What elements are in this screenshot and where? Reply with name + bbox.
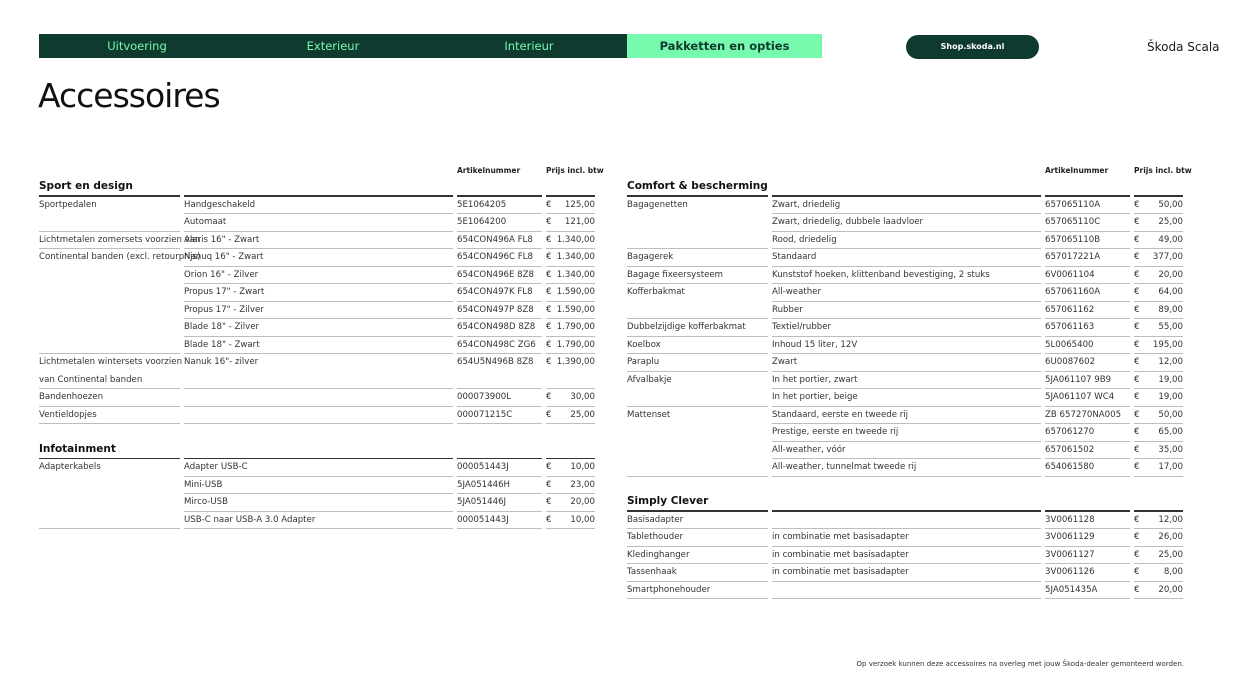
tab-uitvoering[interactable]: Uitvoering	[107, 39, 167, 53]
price	[546, 372, 595, 390]
item-name	[39, 494, 180, 512]
table-row	[627, 424, 1183, 442]
table-row	[39, 494, 595, 512]
table-row	[627, 459, 1183, 477]
price-amount: 8,00	[1163, 567, 1183, 577]
price	[546, 354, 595, 372]
article-number: 5JA051435A	[1045, 582, 1130, 600]
price	[1134, 564, 1183, 582]
item-variant: Kunststof hoeken, klittenband bevestiging, 2 stuks	[772, 267, 1041, 285]
section-nav	[39, 34, 822, 58]
price-amount: 25,00	[1158, 217, 1183, 227]
item-name	[627, 459, 768, 477]
item-name	[39, 512, 180, 530]
currency-symbol: €	[546, 199, 552, 210]
table-row	[627, 547, 1183, 565]
price	[1134, 337, 1183, 355]
table-row	[39, 459, 595, 477]
item-name: Kofferbakmat	[627, 287, 685, 297]
item-name: Lichtmetalen zomersets voorzien van	[39, 232, 180, 250]
item-variant: Nanuq 16" - Zwart	[184, 249, 453, 267]
price-amount: 20,00	[1158, 584, 1183, 595]
article-number: 657065110B	[1045, 232, 1130, 250]
currency-symbol: €	[1134, 514, 1140, 525]
column-header-article: Artikelnummer	[1045, 166, 1109, 175]
article-number: 654CON497P 8Z8	[457, 302, 542, 320]
item-variant: Standaard	[772, 249, 1041, 267]
item-variant: Prestige, eerste en tweede rij	[772, 424, 1041, 442]
item-name: Bandenhoezen	[39, 389, 180, 407]
item-variant: Mini-USB	[184, 477, 453, 495]
item-name: Ventieldopjes	[39, 407, 180, 425]
item-variant: Rubber	[772, 302, 1041, 320]
price	[1134, 389, 1183, 407]
price	[1134, 249, 1183, 267]
item-name	[39, 214, 180, 232]
footnote: Op verzoek kunnen deze accessoires na overleg met jouw Škoda-dealer gemonteerd worden.	[856, 660, 1184, 668]
currency-symbol: €	[1134, 217, 1140, 227]
price-amount: 1.590,00	[556, 304, 595, 315]
item-name	[39, 267, 180, 285]
item-name	[627, 232, 768, 250]
item-variant	[184, 407, 453, 425]
item-variant: Textiel/rubber	[772, 319, 1041, 337]
item-variant: Blade 18" - Zilver	[184, 319, 453, 337]
item-name: Kledinghanger	[627, 547, 768, 565]
currency-symbol: €	[1134, 322, 1140, 332]
currency-symbol: €	[546, 479, 552, 490]
currency-symbol: €	[1134, 252, 1140, 262]
item-variant: USB-C naar USB-A 3.0 Adapter	[184, 512, 453, 530]
currency-symbol: €	[1134, 567, 1140, 577]
price	[1134, 424, 1183, 442]
currency-symbol: €	[1134, 287, 1140, 297]
currency-symbol: €	[1134, 462, 1140, 472]
price	[546, 494, 595, 512]
item-name: Afvalbakje	[627, 374, 672, 385]
table-row	[627, 529, 1183, 547]
article-number: 654CON498D 8Z8	[457, 319, 542, 337]
article-number: 3V0061127	[1045, 547, 1130, 565]
item-variant: All-weather, tunnelmat tweede rij	[772, 459, 1041, 477]
price	[546, 302, 595, 320]
currency-symbol: €	[1134, 532, 1140, 542]
article-number: 5L0065400	[1045, 337, 1130, 355]
item-variant: Inhoud 15 liter, 12V	[772, 337, 1041, 355]
price	[1134, 214, 1183, 232]
page-title: Accessoires	[38, 76, 220, 115]
price	[1134, 319, 1183, 337]
article-number: 000073900L	[457, 389, 542, 407]
item-name: Mattenset	[627, 409, 671, 420]
table-row	[39, 197, 595, 215]
item-variant	[184, 372, 453, 390]
currency-symbol: €	[1134, 357, 1140, 367]
table-row	[627, 302, 1183, 320]
table-row	[627, 337, 1183, 355]
item-variant: Rood, driedelig	[772, 232, 1041, 250]
price-amount: 23,00	[570, 479, 595, 490]
price	[546, 459, 595, 477]
currency-symbol: €	[546, 287, 552, 297]
price-amount: 121,00	[564, 217, 595, 227]
item-variant: Mirco-USB	[184, 494, 453, 512]
price	[1134, 354, 1183, 372]
table-row	[627, 284, 1183, 302]
table-row	[39, 232, 595, 250]
item-name: Koelbox	[627, 337, 768, 355]
price	[546, 337, 595, 355]
article-number: 654CON496A FL8	[457, 232, 542, 250]
article-number: 657061160A	[1045, 284, 1130, 302]
price	[1134, 582, 1183, 600]
table-row	[39, 477, 595, 495]
price-amount: 30,00	[570, 392, 595, 402]
currency-symbol: €	[1134, 339, 1140, 350]
price-amount: 1.390,00	[556, 357, 595, 367]
currency-symbol: €	[1134, 199, 1140, 210]
price-amount: 26,00	[1158, 532, 1183, 542]
table-row	[39, 372, 595, 390]
column-header-price: Prijs incl. btw	[546, 166, 604, 175]
shop-button[interactable]: Shop.skoda.nl	[906, 35, 1039, 59]
item-name: Bagagenetten	[627, 199, 688, 210]
currency-symbol: €	[1134, 392, 1140, 402]
article-number: 657065110A	[1045, 197, 1130, 215]
currency-symbol: €	[546, 322, 552, 332]
table-row	[627, 442, 1183, 460]
item-variant: In het portier, beige	[772, 389, 1041, 407]
price-amount: 10,00	[570, 514, 595, 525]
item-name	[627, 302, 768, 320]
table-row	[627, 267, 1183, 285]
price-amount: 65,00	[1158, 427, 1183, 437]
item-name: Sportpedalen	[39, 199, 97, 210]
currency-symbol: €	[546, 357, 552, 367]
price	[546, 197, 595, 215]
price-amount: 55,00	[1158, 322, 1183, 332]
price	[1134, 232, 1183, 250]
article-number: 3V0061128	[1045, 512, 1130, 530]
currency-symbol: €	[1134, 584, 1140, 595]
article-number: 654U5N496B 8Z8	[457, 357, 534, 367]
price	[1134, 547, 1183, 565]
price-amount: 1.790,00	[556, 322, 595, 332]
price	[1134, 197, 1183, 215]
article-number: 654CON497K FL8	[457, 284, 542, 302]
article-number: 654CON496C FL8	[457, 249, 542, 267]
price-amount: 1.790,00	[556, 339, 595, 350]
table-row	[627, 249, 1183, 267]
table-row	[627, 354, 1183, 372]
item-variant: Nanuk 16"- zilver	[184, 357, 259, 367]
article-number: 5JA051446H	[457, 477, 542, 495]
item-name	[39, 319, 180, 337]
table-row	[627, 407, 1183, 425]
table-row	[627, 389, 1183, 407]
item-variant: Zwart	[772, 354, 1041, 372]
item-variant	[184, 389, 453, 407]
currency-symbol: €	[546, 252, 552, 262]
article-number	[457, 372, 542, 390]
currency-symbol: €	[1134, 409, 1140, 420]
item-variant: Zwart, driedelig, dubbele laadvloer	[772, 214, 1041, 232]
item-name: Basisadapter	[627, 512, 768, 530]
item-name: Tablethouder	[627, 529, 768, 547]
price-amount: 49,00	[1158, 234, 1183, 245]
item-name: van Continental banden	[39, 372, 180, 390]
price	[546, 389, 595, 407]
table-row	[627, 319, 1183, 337]
currency-symbol: €	[546, 234, 552, 245]
item-name	[627, 389, 768, 407]
table-row	[627, 512, 1183, 530]
price	[1134, 512, 1183, 530]
article-number: 5E1064200	[457, 214, 542, 232]
price	[546, 232, 595, 250]
section-title: Sport en design	[39, 180, 133, 192]
table-row	[39, 284, 595, 302]
price-amount: 50,00	[1158, 199, 1183, 210]
article-number: 657065110C	[1045, 214, 1130, 232]
price	[1134, 284, 1183, 302]
table-row	[39, 214, 595, 232]
column-header-article: Artikelnummer	[457, 166, 521, 175]
price	[546, 477, 595, 495]
article-number: 657017221A	[1045, 249, 1130, 267]
table-row	[39, 319, 595, 337]
article-number: 657061270	[1045, 424, 1130, 442]
table-row	[627, 564, 1183, 582]
tab-pakketten-en-opties[interactable]: Pakketten en opties	[627, 34, 822, 58]
price-amount: 1.340,00	[556, 269, 595, 280]
article-number: 657061502	[1045, 442, 1130, 460]
price-amount: 50,00	[1158, 409, 1183, 420]
item-name	[627, 424, 768, 442]
table-row	[627, 214, 1183, 232]
article-number: 3V0061129	[1045, 529, 1130, 547]
item-variant: All-weather	[772, 284, 1041, 302]
column-header-price: Prijs incl. btw	[1134, 166, 1192, 175]
table-row	[39, 389, 595, 407]
currency-symbol: €	[1134, 269, 1140, 280]
currency-symbol: €	[546, 514, 552, 525]
currency-symbol: €	[546, 392, 552, 402]
item-name	[627, 442, 768, 460]
item-variant: Standaard, eerste en tweede rij	[772, 407, 1041, 425]
item-name: Lichtmetalen wintersets voorzien	[39, 357, 183, 367]
price	[1134, 372, 1183, 390]
tab-exterieur[interactable]: Exterieur	[306, 39, 360, 53]
price	[546, 319, 595, 337]
item-name: Bagage fixeersysteem	[627, 267, 768, 285]
article-number: 5JA061107 9B9	[1045, 372, 1130, 390]
currency-symbol: €	[1134, 374, 1140, 385]
price	[546, 407, 595, 425]
price	[546, 267, 595, 285]
article-number: 6U0087602	[1045, 354, 1130, 372]
price-amount: 125,00	[564, 199, 595, 210]
item-name	[39, 284, 180, 302]
currency-symbol: €	[546, 269, 552, 280]
section-title: Simply Clever	[627, 495, 709, 507]
item-variant	[772, 582, 1041, 600]
item-name: Dubbelzijdige kofferbakmat	[627, 319, 768, 337]
section-title: Infotainment	[39, 442, 116, 455]
item-variant: In het portier, zwart	[772, 372, 1041, 390]
article-number: 654CON496E 8Z8	[457, 267, 542, 285]
currency-symbol: €	[546, 462, 552, 472]
price-amount: 1.340,00	[556, 234, 595, 245]
article-number: 3V0061126	[1045, 564, 1130, 582]
table-row	[39, 249, 595, 267]
table-row	[39, 407, 595, 425]
item-variant: Automaat	[184, 214, 453, 232]
item-name: Bagagerek	[627, 249, 768, 267]
article-number: ZB 657270NA005	[1045, 407, 1130, 425]
price	[1134, 302, 1183, 320]
price-amount: 19,00	[1158, 392, 1183, 402]
price-amount: 1.340,00	[556, 252, 595, 262]
price-amount: 377,00	[1152, 252, 1183, 262]
table-row	[39, 267, 595, 285]
currency-symbol: €	[1134, 234, 1140, 245]
item-variant: Alaris 16" - Zwart	[184, 232, 453, 250]
currency-symbol: €	[546, 217, 552, 227]
price	[1134, 407, 1183, 425]
table-row	[627, 232, 1183, 250]
model-name: Škoda Scala	[1147, 40, 1220, 54]
section-title: Comfort & bescherming	[627, 180, 768, 192]
price	[546, 284, 595, 302]
article-number: 654061580	[1045, 459, 1130, 477]
price-amount: 25,00	[1158, 549, 1183, 560]
currency-symbol: €	[546, 497, 552, 507]
currency-symbol: €	[1134, 444, 1140, 455]
item-name	[39, 477, 180, 495]
currency-symbol: €	[546, 339, 552, 350]
currency-symbol: €	[546, 304, 552, 315]
currency-symbol: €	[1134, 304, 1140, 315]
article-number: 5JA061107 WC4	[1045, 389, 1130, 407]
price	[1134, 442, 1183, 460]
article-number: 000071215C	[457, 407, 542, 425]
currency-symbol: €	[1134, 427, 1140, 437]
article-number: 5JA051446J	[457, 494, 542, 512]
price-amount: 35,00	[1158, 444, 1183, 455]
currency-symbol: €	[1134, 549, 1140, 560]
article-number: 657061162	[1045, 302, 1130, 320]
item-name	[39, 337, 180, 355]
price-amount: 10,00	[570, 462, 595, 472]
price-amount: 12,00	[1158, 514, 1183, 525]
price-amount: 20,00	[570, 497, 595, 507]
price-amount: 25,00	[570, 409, 595, 420]
price	[546, 512, 595, 530]
price	[546, 214, 595, 232]
item-variant: in combinatie met basisadapter	[772, 547, 1041, 565]
item-variant: Blade 18" - Zwart	[184, 337, 453, 355]
item-variant: Orion 16" - Zilver	[184, 267, 453, 285]
table-row	[39, 302, 595, 320]
article-number: 657061163	[1045, 319, 1130, 337]
price	[1134, 529, 1183, 547]
table-row	[39, 337, 595, 355]
item-name: Adapterkabels	[39, 462, 101, 472]
item-name: Paraplu	[627, 354, 768, 372]
table-row	[39, 512, 595, 530]
item-name	[39, 302, 180, 320]
table-row	[39, 354, 595, 372]
table-row	[627, 197, 1183, 215]
item-variant: All-weather, vóór	[772, 442, 1041, 460]
article-number: 6V0061104	[1045, 267, 1130, 285]
item-name	[627, 214, 768, 232]
price-amount: 195,00	[1152, 339, 1183, 350]
article-number: 000051443J	[457, 459, 542, 477]
item-variant: Propus 17" - Zilver	[184, 302, 453, 320]
price-amount: 20,00	[1158, 269, 1183, 280]
item-name: Continental banden (excl. retourprijs)	[39, 252, 201, 262]
article-number: 654CON498C ZG6	[457, 337, 542, 355]
item-name: Smartphonehouder	[627, 582, 768, 600]
table-row	[627, 582, 1183, 600]
item-variant: in combinatie met basisadapter	[772, 564, 1041, 582]
price-amount: 89,00	[1158, 304, 1183, 315]
price-amount: 19,00	[1158, 374, 1183, 385]
price-amount: 1.590,00	[556, 287, 595, 297]
item-variant: Propus 17" - Zwart	[184, 284, 453, 302]
price-amount: 17,00	[1158, 462, 1183, 472]
price	[1134, 267, 1183, 285]
article-number: 5E1064205	[457, 197, 542, 215]
price	[546, 249, 595, 267]
price-amount: 12,00	[1158, 357, 1183, 367]
currency-symbol: €	[546, 409, 552, 420]
table-row	[627, 372, 1183, 390]
article-number: 000051443J	[457, 512, 542, 530]
item-variant: in combinatie met basisadapter	[772, 529, 1041, 547]
tab-interieur[interactable]: Interieur	[504, 39, 554, 53]
price-amount: 64,00	[1158, 287, 1183, 297]
item-name: Tassenhaak	[627, 564, 768, 582]
price	[1134, 459, 1183, 477]
item-variant: Adapter USB-C	[184, 459, 453, 477]
item-variant: Zwart, driedelig	[772, 197, 1041, 215]
item-variant	[772, 512, 1041, 530]
item-variant: Handgeschakeld	[184, 197, 453, 215]
